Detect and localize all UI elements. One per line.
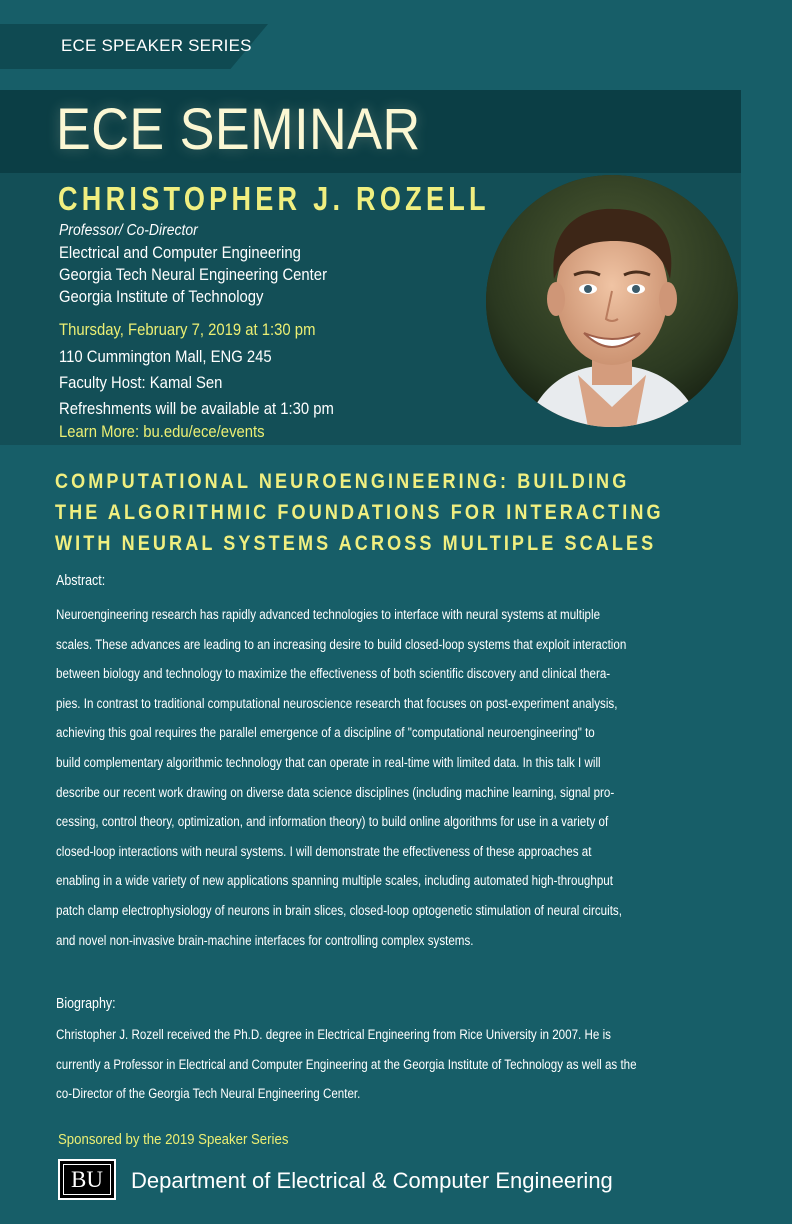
talk-title-line: THE ALGORITHMIC FOUNDATIONS FOR INTERACTING bbox=[55, 501, 664, 524]
speaker-department: Electrical and Computer Engineering bbox=[59, 244, 301, 262]
talk-title bbox=[55, 466, 664, 559]
abstract-line: build complementary algorithmic technology that can operate in real-time with limited data. In this talk I will bbox=[56, 754, 601, 770]
event-location: 110 Cummington Mall, ENG 245 bbox=[59, 348, 272, 366]
abstract-line: and novel non-invasive brain-machine interfaces for controlling complex systems. bbox=[56, 932, 474, 948]
learn-more-link[interactable]: Learn More: bu.edu/ece/events bbox=[59, 423, 265, 441]
abstract-line: scales. These advances are leading to an increasing desire to build closed-loop systems that exploit interaction bbox=[56, 636, 627, 652]
abstract-line: enabling in a wide variety of new applications spanning multiple scales, including automated high-throughput bbox=[56, 873, 613, 889]
biography-line: Christopher J. Rozell received the Ph.D. degree in Electrical Engineering from Rice University in 2007. He is bbox=[56, 1027, 611, 1042]
abstract-line: cessing, control theory, optimization, and information theory) to build online algorithms for use in a variety of bbox=[56, 814, 609, 830]
speaker-portrait-icon bbox=[486, 175, 738, 427]
event-refreshments: Refreshments will be available at 1:30 pm bbox=[59, 400, 334, 418]
biography-text bbox=[56, 1020, 727, 1109]
abstract-line: patch clamp electrophysiology of neurons in brain slices, closed-loop optogenetic stimulation of neural circuits, bbox=[56, 902, 622, 918]
speaker-center: Georgia Tech Neural Engineering Center bbox=[59, 266, 328, 284]
abstract-text bbox=[56, 600, 727, 955]
bu-logo-text: BU bbox=[63, 1164, 111, 1195]
sponsor-text: Sponsored by the 2019 Speaker Series bbox=[58, 1131, 289, 1148]
abstract-line: describe our recent work drawing on diverse data science disciplines (including machine learning, signal pro- bbox=[56, 784, 615, 800]
event-host: Faculty Host: Kamal Sen bbox=[59, 374, 223, 392]
speaker-position: Professor/ Co-Director bbox=[59, 222, 198, 239]
abstract-line: pies. In contrast to traditional computational neuroscience research that focuses on post-experiment analysis, bbox=[56, 695, 618, 711]
bu-logo bbox=[58, 1159, 116, 1200]
abstract-line: between biology and technology to maximize the effectiveness of both scientific discovery and clinical thera- bbox=[56, 666, 611, 682]
event-datetime: Thursday, February 7, 2019 at 1:30 pm bbox=[59, 321, 316, 339]
department-name: Department of Electrical & Computer Engineering bbox=[131, 1168, 613, 1193]
abstract-label: Abstract: bbox=[56, 573, 106, 589]
abstract-line: achieving this goal requires the parallel emergence of a discipline of "computational neuroengineering" to bbox=[56, 725, 595, 741]
biography-label: Biography: bbox=[56, 996, 116, 1012]
abstract-line: closed-loop interactions with neural systems. I will demonstrate the effectiveness of these approaches at bbox=[56, 843, 592, 859]
biography-line: currently a Professor in Electrical and Computer Engineering at the Georgia Institute of Technology as well as the bbox=[56, 1056, 637, 1072]
biography-line: co-Director of the Georgia Tech Neural Engineering Center. bbox=[56, 1086, 361, 1102]
talk-title-line: COMPUTATIONAL NEUROENGINEERING: BUILDING bbox=[55, 470, 630, 493]
talk-title-line: WITH NEURAL SYSTEMS ACROSS MULTIPLE SCALES bbox=[55, 532, 657, 555]
speaker-institution: Georgia Institute of Technology bbox=[59, 288, 264, 306]
speaker-name: CHRISTOPHER J. ROZELL bbox=[58, 180, 490, 217]
series-label: ECE SPEAKER SERIES bbox=[61, 36, 252, 55]
page-title: ECE SEMINAR bbox=[56, 97, 421, 162]
speaker-photo bbox=[486, 175, 738, 427]
abstract-line: Neuroengineering research has rapidly advanced technologies to interface with neural systems at multiple bbox=[56, 607, 601, 622]
